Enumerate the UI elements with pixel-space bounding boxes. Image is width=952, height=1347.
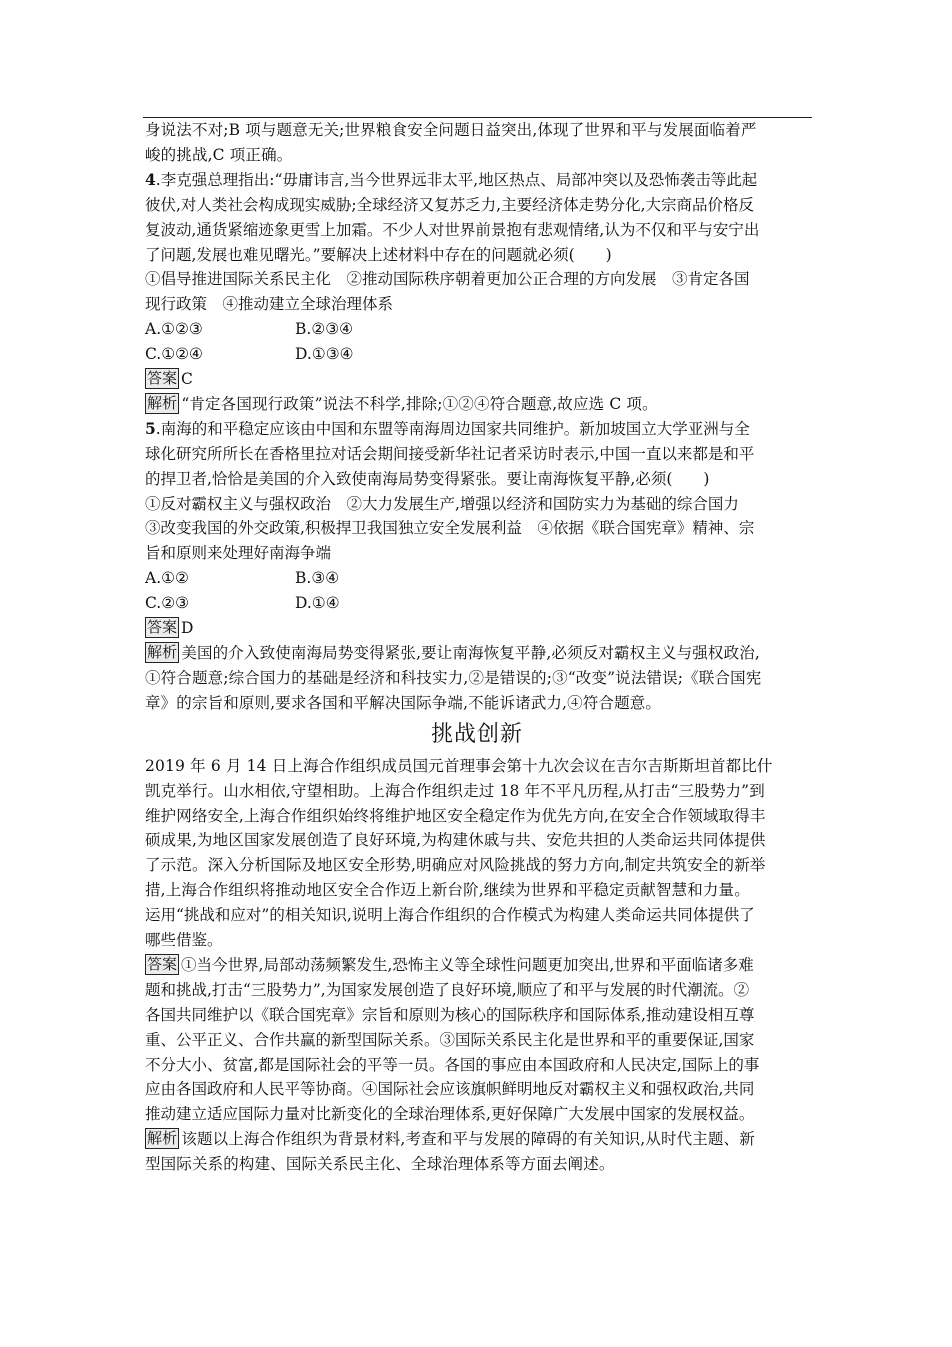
challenge-section [145,720,809,1177]
question-text: 的捍卫者,恰恰是美国的介入致使南海局势变得紧张。要让南海恢复平静,必须( ) [145,469,710,488]
options-row [145,591,809,616]
material-text: 了示范。深入分析国际及地区安全形势,明确应对风险挑战的努力方向,制定共筑安全的新举 [145,856,766,875]
question-4 [145,168,809,417]
question-text: 彼伏,对人类社会构成现实威胁;全球经济又复苏乏力,主要经济体走势分化,大宗商品价格反 [145,195,755,214]
option-d: D.①③④ [295,345,354,364]
question-text: 运用“挑战和应对”的相关知识,说明上海合作组织的合作模式为构建人类命运共同体提供了 [145,906,755,925]
answer-value: C [181,370,193,389]
analysis-line [145,641,809,666]
page-content [145,118,809,1177]
choice-statements: 旨和原则来处理好南海争端 [145,544,332,563]
analysis-text: “肯定各国现行政策”说法不科学,排除;①②④符合题意,故应选 C 项。 [181,394,658,413]
choice-statements: 现行政策 ④推动建立全球治理体系 [145,295,394,314]
question-text: 了问题,发展也难见曙光。”要解决上述材料中存在的问题就必须( ) [145,245,612,264]
question-text: .南海的和平稳定应该由中国和东盟等南海周边国家共同维护。新加坡国立大学亚洲与全 [155,419,750,438]
analysis-line [145,1127,809,1152]
text-line: 身说法不对;B 项与题意无关;世界粮食安全问题日益突出,体现了世界和平与发展面临着严 [145,121,757,139]
option-a: A.①②③ [145,320,203,339]
choice-statements: ①反对霸权主义与强权政治 ②大力发展生产,增强以经济和国防实力为基础的综合国力 [145,494,739,513]
option-a: A.①② [145,569,189,588]
answer-text: 应由各国政府和人民平等协商。④国际社会应该旗帜鲜明地反对霸权主义和强权政治,共同 [145,1080,755,1099]
choice-statements: ①倡导推进国际关系民主化 ②推动国际秩序朝着更加公正合理的方向发展 ③肯定各国 [145,270,750,289]
answer-tag: 答案 [147,618,178,637]
question-text: .李克强总理指出:“毋庸讳言,当今世界远非太平,地区热点、局部冲突以及恐怖袭击等此起 [155,170,758,189]
analysis-tag: 解析 [147,1129,178,1148]
question-text: 球化研究所所长在香格里拉对话会期间接受新华社记者采访时表示,中国一直以来都是和平 [145,444,755,463]
analysis-text: 章》的宗旨和原则,要求各国和平解决国际争端,不能诉诸武力,④符合题意。 [145,693,662,712]
options-row [145,566,809,591]
answer-value: D [181,619,194,638]
analysis-text: 美国的介入致使南海局势变得紧张,要让南海恢复平静,必须反对霸权主义与强权政治, [181,643,760,662]
material-text: 凯克举行。山水相依,守望相助。上海合作组织走过 18 年不平凡历程,从打击“三股势力”到 [145,781,765,800]
answer-text: ①当今世界,局部动荡频繁发生,恐怖主义等全球性问题更加突出,世界和平面临诸多难 [181,955,754,974]
option-b: B.③④ [295,569,340,588]
options-row [145,317,809,342]
material-text: 措,上海合作组织将推动地区安全合作迈上新台阶,继续为世界和平稳定贡献智慧和力量。 [145,881,750,900]
analysis-tag: 解析 [147,642,178,661]
question-5 [145,417,809,716]
answer-text: 不分大小、贫富,都是国际社会的平等一员。各国的事应由本国政府和人民决定,国际上的事 [145,1055,760,1074]
analysis-text: 该题以上海合作组织为背景材料,考查和平与发展的障碍的有关知识,从时代主题、新 [181,1130,755,1149]
question-number: 5 [145,418,156,438]
option-c: C.②③ [145,594,190,613]
answer-line [145,367,809,392]
question-text: 哪些借鉴。 [145,931,223,950]
answer-text: 重、公平正义、合作共赢的新型国际关系。③国际关系民主化是世界和平的重要保证,国家 [145,1030,755,1049]
answer-line [145,616,809,641]
answer-line [145,953,809,978]
answer-text: 各国共同维护以《联合国宪章》宗旨和原则为核心的国际秩序和国际体系,推动建设相互尊 [145,1005,755,1024]
option-b: B.②③④ [295,320,354,339]
choice-statements: ③改变我国的外交政策,积极捍卫我国独立安全发展利益 ④依据《联合国宪章》精神、宗 [145,519,755,538]
option-d: D.①④ [295,594,340,613]
answer-tag: 答案 [147,954,178,973]
material-text: 硕成果,为地区国家发展创造了良好环境,为构建休戚与共、安危共担的人类命运共同体提供 [145,831,766,850]
options-row [145,342,809,367]
analysis-text: ①符合题意;综合国力的基础是经济和科技实力,②是错误的;③“改变”说法错误;《联合国宪 [145,668,762,687]
answer-tag: 答案 [147,369,178,388]
option-c: C.①②④ [145,345,203,364]
section-title: 挑战创新 [430,721,523,747]
answer-text: 题和挑战,打击“三股势力”,为国家发展创造了良好环境,顺应了和平与发展的时代潮流。② [145,980,750,999]
analysis-line [145,392,809,417]
question-number: 4 [145,169,156,189]
previous-analysis-continuation [145,118,809,168]
analysis-text: 型国际关系的构建、国际关系民主化、全球治理体系等方面去阐述。 [145,1155,615,1174]
question-text: 复波动,通货紧缩迹象更雪上加霜。不少人对世界前景抱有悲观情绪,认为不仅和平与安宁出 [145,220,760,239]
material-text: 2019 年 6 月 14 日上海合作组织成员国元首理事会第十九次会议在吉尔吉斯斯坦首都比什 [145,756,773,775]
analysis-tag: 解析 [147,393,178,412]
material-text: 维护网络安全,上海合作组织始终将维护地区安全稳定作为优先方向,在安全合作领域取得丰 [145,806,766,825]
text-line: 峻的挑战,C 项正确。 [145,145,293,164]
answer-text: 推动建立适应国际力量对比新变化的全球治理体系,更好保障广大发展中国家的发展权益。 [145,1105,755,1124]
